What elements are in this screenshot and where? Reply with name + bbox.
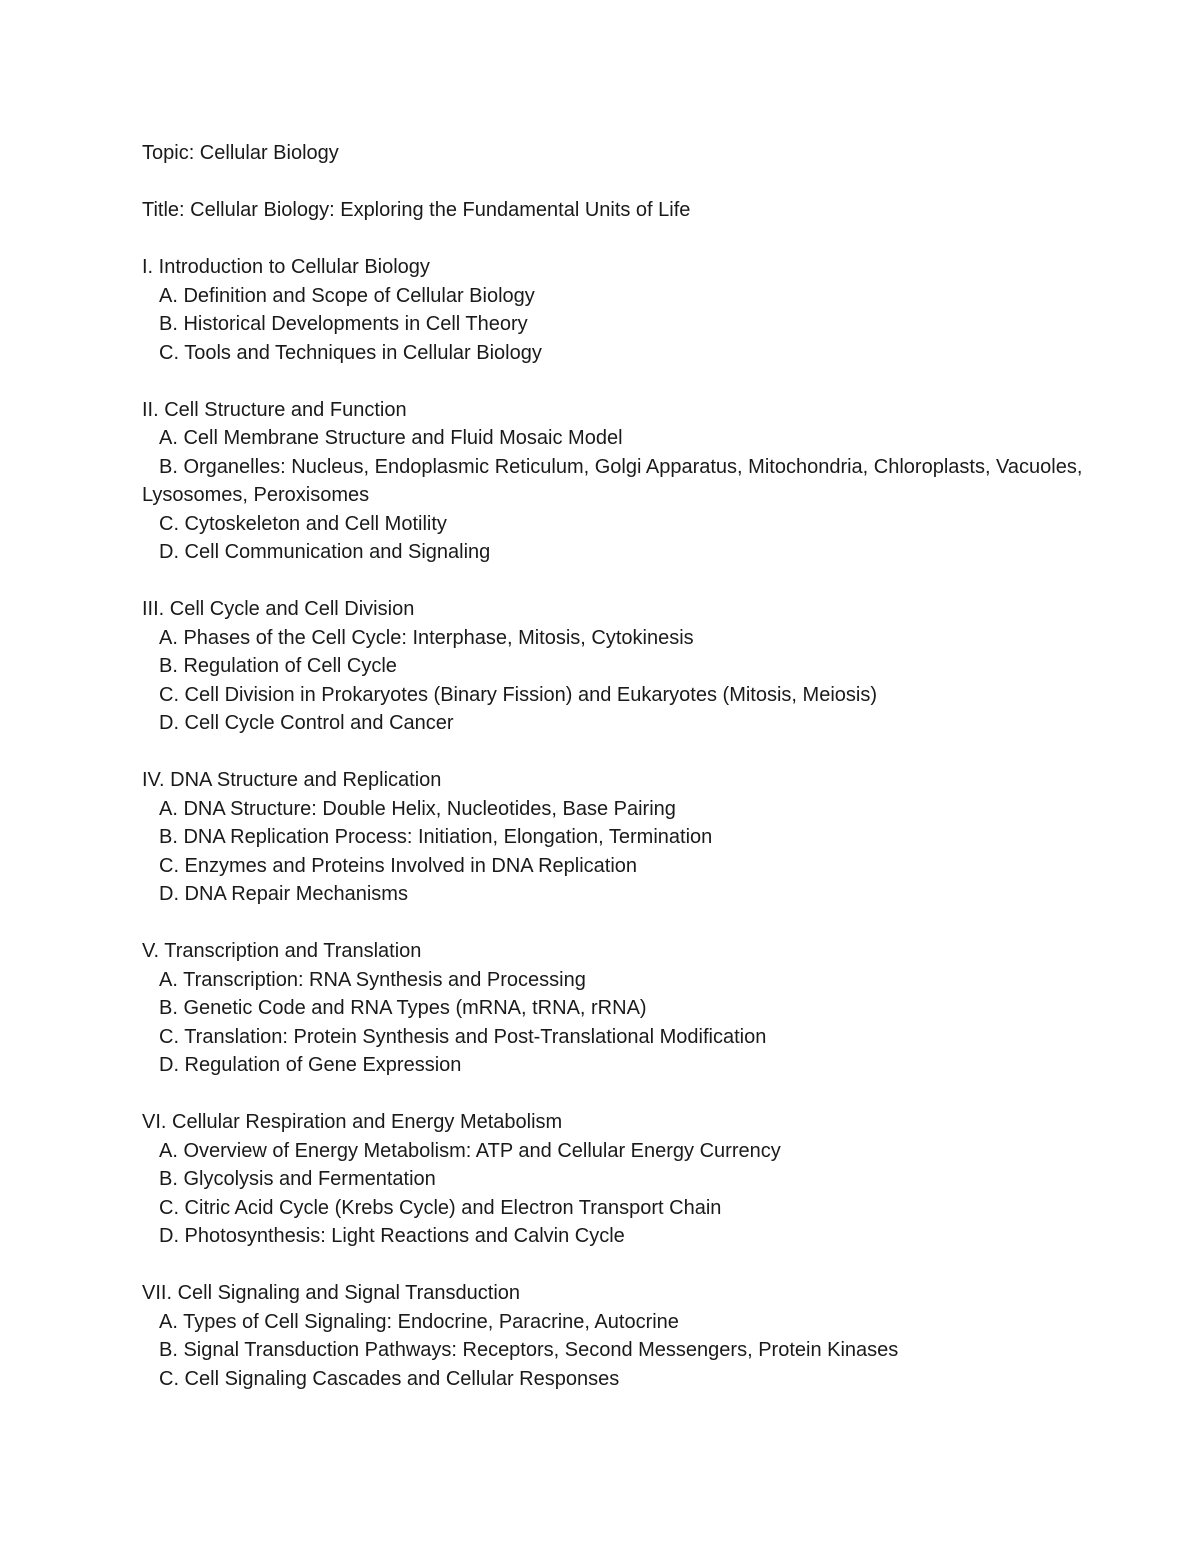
outline-item: B. Glycolysis and Fermentation bbox=[159, 1168, 436, 1190]
outline-section-1 bbox=[142, 253, 1102, 367]
outline-item: B. Organelles: Nucleus, Endoplasmic Reticulum, Golgi Apparatus, Mitochondria, Chloroplasts, Vacuoles, Lysosomes, Peroxisomes bbox=[142, 455, 1088, 506]
outline-section-2 bbox=[142, 396, 1102, 567]
outline-item: A. Types of Cell Signaling: Endocrine, Paracrine, Autocrine bbox=[159, 1310, 679, 1333]
outline-item: C. Cell Division in Prokaryotes (Binary Fission) and Eukaryotes (Mitosis, Meiosis) bbox=[159, 683, 877, 706]
section-heading: VI. Cellular Respiration and Energy Metabolism bbox=[142, 1111, 563, 1133]
outline-section-6 bbox=[142, 1108, 1102, 1251]
outline-item: B. Regulation of Cell Cycle bbox=[159, 655, 397, 677]
section-heading: V. Transcription and Translation bbox=[142, 940, 422, 962]
outline-item: D. DNA Repair Mechanisms bbox=[159, 883, 408, 905]
outline-item: A. Overview of Energy Metabolism: ATP and Cellular Energy Currency bbox=[159, 1139, 781, 1162]
outline-item: D. Regulation of Gene Expression bbox=[159, 1054, 462, 1076]
topic-line: Topic: Cellular Biology bbox=[142, 142, 339, 164]
outline-item: C. Cytoskeleton and Cell Motility bbox=[159, 512, 447, 535]
section-heading: II. Cell Structure and Function bbox=[142, 398, 407, 421]
outline-item: C. Cell Signaling Cascades and Cellular Responses bbox=[159, 1367, 620, 1390]
outline-item: A. Transcription: RNA Synthesis and Processing bbox=[159, 968, 586, 991]
title-line: Title: Cellular Biology: Exploring the Fundamental Units of Life bbox=[142, 199, 691, 221]
outline-item: C. Translation: Protein Synthesis and Post-Translational Modification bbox=[159, 1025, 767, 1048]
section-heading: III. Cell Cycle and Cell Division bbox=[142, 598, 415, 620]
section-heading: VII. Cell Signaling and Signal Transduction bbox=[142, 1282, 521, 1304]
outline-section-4 bbox=[142, 766, 1102, 909]
outline-item: A. Cell Membrane Structure and Fluid Mosaic Model bbox=[159, 427, 623, 449]
outline-item: D. Cell Cycle Control and Cancer bbox=[159, 712, 454, 734]
section-heading: I. Introduction to Cellular Biology bbox=[142, 256, 430, 278]
outline-section-5 bbox=[142, 937, 1102, 1080]
section-heading: IV. DNA Structure and Replication bbox=[142, 769, 442, 791]
outline-section-7 bbox=[142, 1279, 1102, 1393]
outline-item: A. DNA Structure: Double Helix, Nucleotides, Base Pairing bbox=[159, 797, 676, 820]
outline-item: B. DNA Replication Process: Initiation, Elongation, Termination bbox=[159, 826, 713, 848]
outline-item: A. Definition and Scope of Cellular Biology bbox=[159, 284, 535, 307]
outline-item: D. Photosynthesis: Light Reactions and Calvin Cycle bbox=[159, 1225, 625, 1247]
outline-item: B. Signal Transduction Pathways: Receptors, Second Messengers, Protein Kinases bbox=[159, 1339, 899, 1361]
outline-item: C. Enzymes and Proteins Involved in DNA Replication bbox=[159, 854, 638, 877]
document-page bbox=[142, 139, 1102, 1393]
outline-item: D. Cell Communication and Signaling bbox=[159, 541, 491, 563]
outline-section-3 bbox=[142, 595, 1102, 738]
outline-item: B. Historical Developments in Cell Theory bbox=[159, 313, 528, 335]
outline-item: C. Tools and Techniques in Cellular Biology bbox=[159, 341, 542, 364]
outline-item: A. Phases of the Cell Cycle: Interphase, Mitosis, Cytokinesis bbox=[159, 626, 694, 649]
outline-item: B. Genetic Code and RNA Types (mRNA, tRNA, rRNA) bbox=[159, 997, 647, 1019]
outline-item: C. Citric Acid Cycle (Krebs Cycle) and Electron Transport Chain bbox=[159, 1196, 722, 1219]
